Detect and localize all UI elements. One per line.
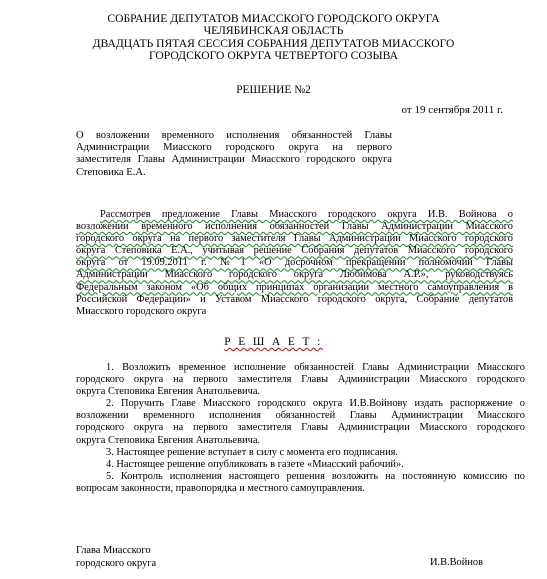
item-line: 2. Поручить Главе Миасского городского округа И.В.Войнову издать распоряжение о (106, 398, 525, 410)
preamble-line: Миасского городского округа (76, 305, 207, 317)
item-line: возложении временного исполнения обязанностей Главы Администрации Миасского (76, 410, 525, 422)
decision-date: от 19 сентября 2011 г. (401, 104, 503, 116)
subject-line: Администрации Миасского городского округа на первого (76, 142, 392, 154)
subject-line: Степовика Е.А. (76, 166, 146, 178)
header-line-session: ДВАДЦАТЬ ПЯТАЯ СЕССИЯ СОБРАНИЯ ДЕПУТАТОВ МИАССКОГО (92, 36, 455, 50)
decision-title: РЕШЕНИЕ №2 (236, 84, 311, 96)
header-line-convocation: ГОРОДСКОГО ОКРУГА ЧЕТВЕРТОГО СОЗЫВА (149, 49, 398, 63)
item-line: вопросам законности, правопорядка и местного самоуправления. (76, 482, 365, 494)
decides-text: Р Е Ш А Е Т : (224, 336, 323, 348)
signatory-role (76, 545, 156, 570)
decision-items (76, 362, 525, 495)
item-line: 3. Настоящее решение вступает в силу с момента его подписания. (106, 446, 399, 458)
item-line: округа Степовика Евгения Анатольевича. (76, 434, 261, 446)
header-line-region: ЧЕЛЯБИНСКАЯ ОБЛАСТЬ (203, 24, 344, 38)
decides-heading (0, 336, 547, 349)
preamble-paragraph (76, 209, 513, 318)
subject-line: заместителя Главы Администрации Миасского городского округа (76, 154, 392, 166)
preamble-line: Рассмотрев предложение Главы Миасского городского округа И.В. Войнова о (100, 209, 513, 220)
signatory-name: И.В.Войнов (430, 557, 483, 568)
preamble-line: городского округа на первого заместителя Главы Администрации Миасского городского (76, 233, 513, 245)
signatory-role-line: городского округа (76, 557, 157, 569)
item-line: 1. Возложить временное исполнение обязанностей Главы Администрации Миасского (106, 362, 525, 373)
preamble-line: округа Степовика Е.А., учитывая решение Собрания депутатов Миасского городского (76, 245, 513, 257)
preamble-line: округа от 19.09.2011 г. №1 «О досрочном прекращении полномочий Главы (76, 257, 513, 269)
item-line: 5. Контроль исполнения настоящего решения возложить на постоянную комиссию по (106, 470, 525, 482)
item-line: 4. Настоящее решение опубликовать в газете «Миасский рабочий». (106, 458, 404, 470)
preamble-line: возложении временного исполнения обязанностей Главы Администрации Миасского (76, 221, 513, 233)
header-line-assembly: СОБРАНИЕ ДЕПУТАТОВ МИАССКОГО ГОРОДСКОГО ОКРУГА (107, 12, 440, 25)
item-line: округа Степовика Евгения Анатольевича. (76, 386, 261, 398)
decision-subject (76, 130, 392, 179)
item-line: городского округа на первого заместителя Главы Администрации Миасского городского (76, 374, 525, 386)
item-line: городского округа на первого заместителя Главы Администрации Миасского городского (76, 422, 525, 434)
preamble-line: Администрации Миасского городского округа Любимова А.Р.», руководствуясь (76, 269, 513, 281)
preamble-line: Федеральным законом «Об общих принципах организации местного самоуправления в (76, 281, 513, 293)
document-header (0, 13, 547, 63)
preamble-line: Российской Федерации» и Уставом Миасского городского округа, Собрание депутатов (76, 293, 513, 305)
signatory-role-line: Глава Миасского (76, 545, 151, 556)
subject-line: О возложении временного исполнения обязанностей Главы (76, 130, 392, 141)
